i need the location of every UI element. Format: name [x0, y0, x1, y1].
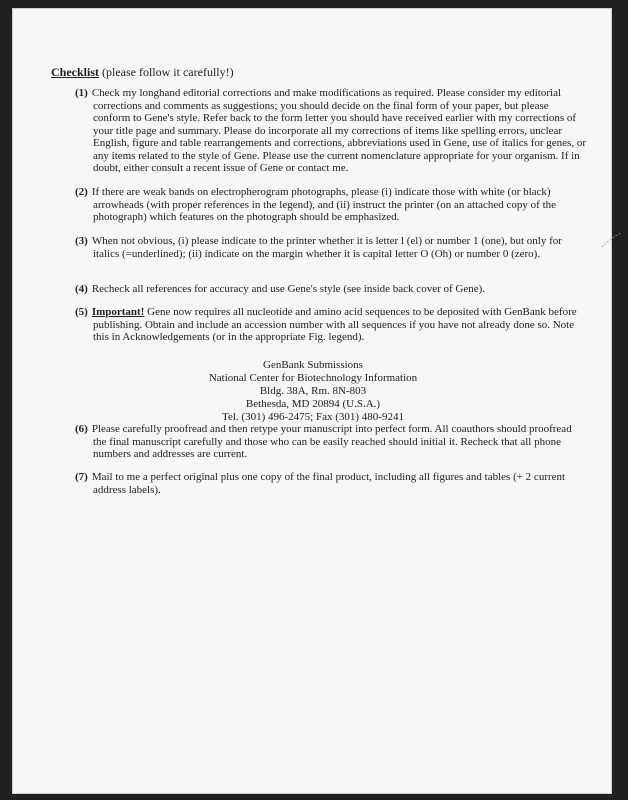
item-number: (5)	[75, 306, 88, 318]
item-number: (2)	[75, 186, 88, 198]
address-line: GenBank Submissions	[263, 359, 363, 371]
checklist-item-5	[75, 306, 587, 344]
address-line: Bethesda, MD 20894 (U.S.A.)	[245, 398, 381, 410]
checklist-item-4	[75, 283, 587, 296]
item-text: Recheck all references for accuracy and use Gene's style (see inside back cover of Gene).	[91, 283, 486, 295]
checklist-note: (please follow it carefully!)	[99, 65, 234, 79]
address-line: National Center for Biotechnology Information	[208, 372, 418, 384]
item-number: (1)	[75, 87, 88, 99]
document-page	[12, 8, 612, 794]
checklist-item-1	[75, 87, 587, 175]
checklist-item-2	[75, 186, 587, 224]
item-text: Check my longhand editorial corrections and make modifications as required. Please consider my editorial corrections and comments as suggestions; you should decide on the final form of your paper, but please conform to Gene's style. Refer back to the form letter you should have received earlier with my corrections of your title page and summary. Please do incorporate all my corrections of items like spelling errors, unclear English, figure and table rearrangements and corrections, abbreviations used in Gene, use of italics for genes, or any items related to the style of Gene. Please use the current nomenclature appropriate for your organism. If in doubt, either consult a recent issue of Gene or contact me.	[91, 87, 586, 174]
item-number: (3)	[75, 235, 88, 247]
checklist-heading	[51, 65, 234, 80]
checklist-title: Checklist	[51, 65, 99, 79]
item-text: Gene now requires all nucleotide and amino acid sequences to be deposited with GenBank before publishing. Obtain and include an accession number with all sequences if you have not already done so. Note this in Acknowledgements (or in the appropriate Fig. legend).	[93, 306, 577, 343]
address-line: Bldg. 38A, Rm. 8N-803	[259, 385, 367, 397]
checklist-item-6	[75, 423, 587, 461]
item-number: (6)	[75, 423, 88, 435]
important-label: Important!	[91, 306, 145, 318]
address-line: Tel. (301) 496-2475; Fax (301) 480-9241	[222, 411, 404, 423]
item-text: If there are weak bands on electropherogram photographs, please (i) indicate those with white (or black) arrowheads (with proper references in the legend), and (ii) instruct the printer (on an attached copy of the photograph) which features on the photograph should be emphasized.	[91, 186, 557, 223]
item-number: (4)	[75, 283, 88, 295]
checklist-item-3	[75, 235, 587, 260]
checklist-item-7	[75, 471, 587, 496]
genbank-address	[13, 359, 613, 424]
item-number: (7)	[75, 471, 88, 483]
item-text: Mail to me a perfect original plus one copy of the final product, including all figures and tables (+ 2 current address labels).	[91, 471, 566, 496]
item-text: Please carefully proofread and then retype your manuscript into perfect form. All coauthors should proofread the final manuscript carefully and those who can be easily reached should initial it. Recheck that all phone numbers and addresses are current.	[91, 423, 572, 460]
item-text: When not obvious, (i) please indicate to the printer whether it is letter l (el) or number 1 (one), but only for italics (=underlined); (ii) indicate on the margin whether it is capital letter O (Oh) or number 0 (zero).	[91, 235, 562, 260]
pencil-mark-icon	[601, 231, 623, 249]
